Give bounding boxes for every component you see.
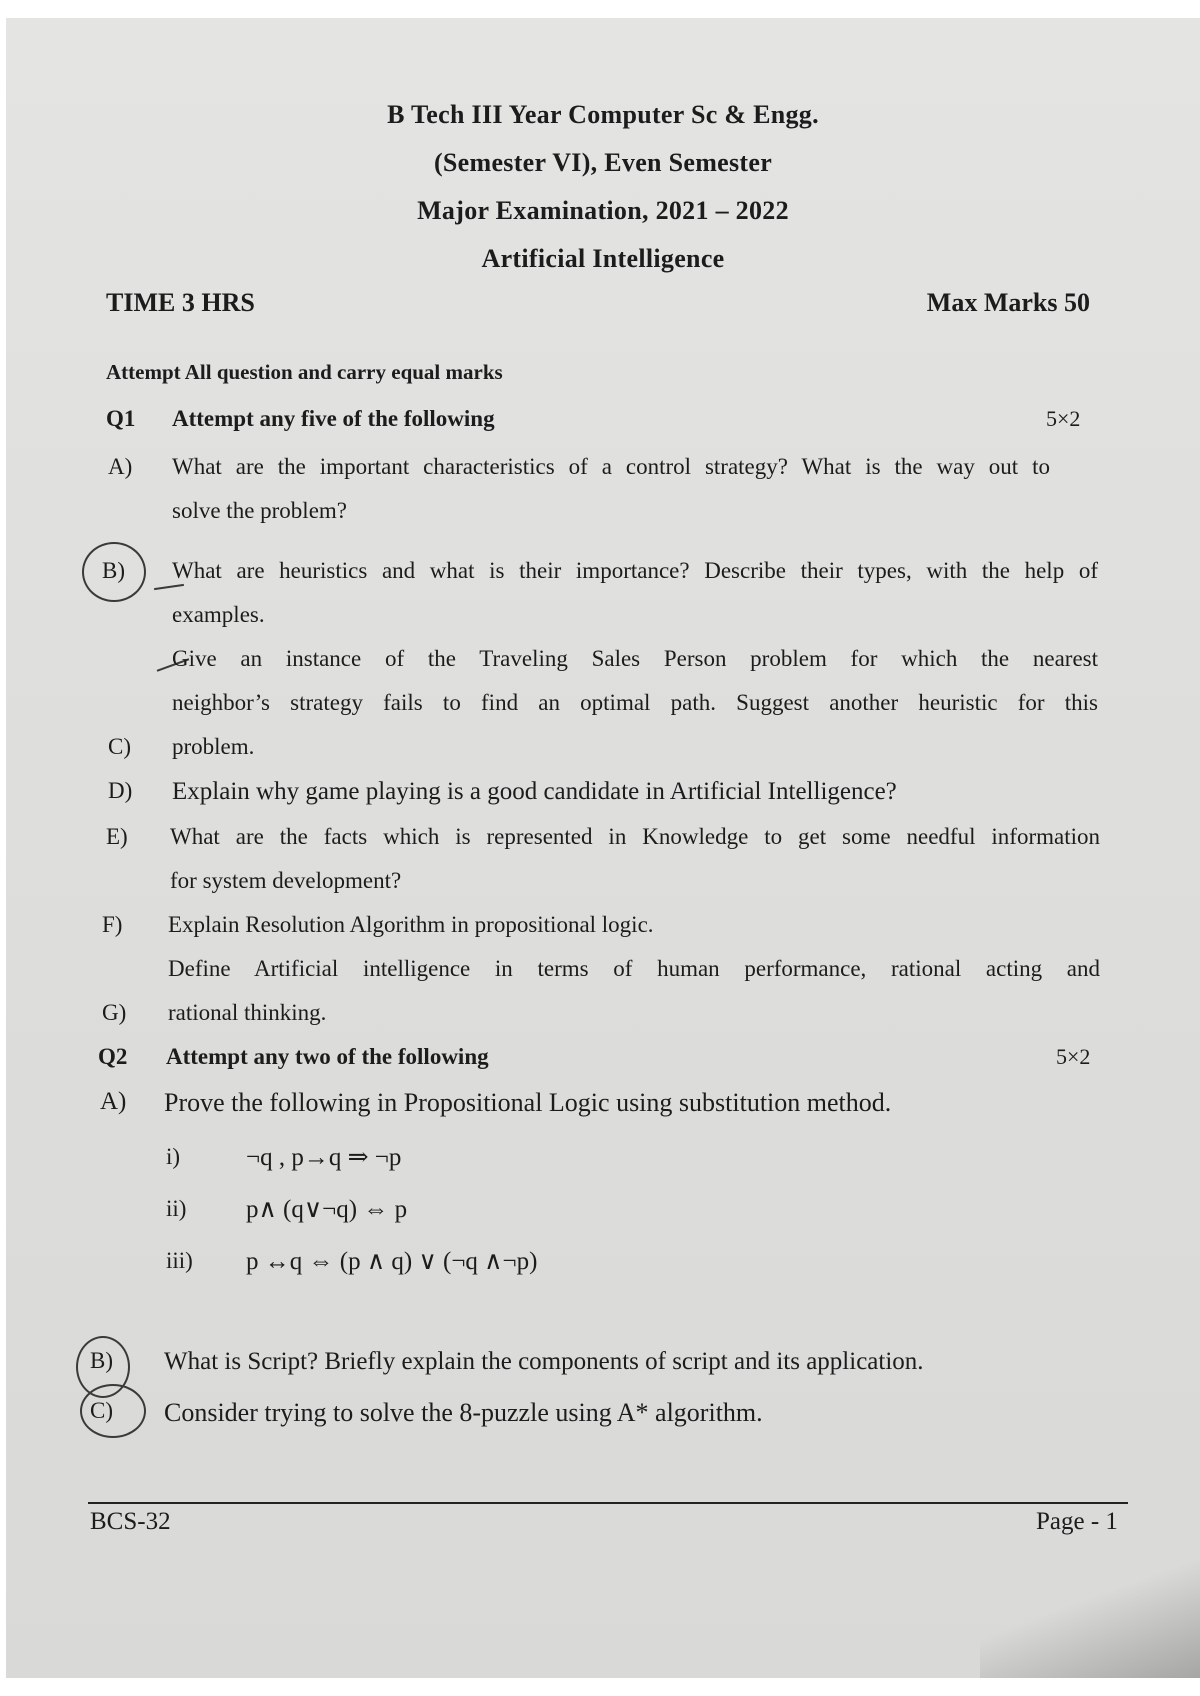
course-title: B Tech III Year Computer Sc & Engg. — [387, 100, 819, 129]
q2-a-iii-label: iii) — [166, 1248, 193, 1273]
q2-a-iii-expr: p ↔q ⇔ (p ∧ q) ∨ (¬q ∧¬p) — [246, 1248, 538, 1275]
course-code: BCS-32 — [90, 1508, 171, 1535]
q1-b-label: B) — [102, 558, 125, 583]
q1-a-line-2: solve the problem? — [172, 498, 348, 523]
q1-f-label: F) — [102, 912, 123, 937]
q1-a-line-1: What are the important characteristics of a control strategy? What is the way out to — [172, 454, 1050, 479]
q1-d-line-1: Explain why game playing is a good candidate in Artificial Intelligence? — [172, 778, 897, 805]
q2-a-ii-expr: p∧ (q∨¬q) ⇔ p — [246, 1196, 408, 1223]
q2-b-label: B) — [90, 1348, 113, 1373]
q1-c-line-3: problem. — [172, 734, 255, 759]
max-marks-label: Max Marks 50 — [926, 288, 1090, 317]
q2-title: Attempt any two of the following — [166, 1044, 489, 1069]
semester-title: (Semester VI), Even Semester — [433, 148, 773, 177]
page-shadow — [980, 1558, 1200, 1678]
exam-title: Major Examination, 2021 – 2022 — [417, 196, 789, 225]
q2-a-i-label: i) — [166, 1144, 181, 1169]
q2-c-label: C) — [90, 1398, 113, 1423]
subject-title: Artificial Intelligence — [481, 244, 725, 273]
q1-b-line-2: examples. — [172, 602, 265, 627]
q1-e-line-1: What are the facts which is represented in Knowledge to get some needful information — [170, 824, 1100, 849]
q1-marks: 5×2 — [1046, 406, 1081, 431]
q1-g-line-2: rational thinking. — [168, 1000, 327, 1025]
q1-c-label: C) — [108, 734, 131, 759]
q1-e-line-2: for system development? — [170, 868, 402, 893]
q2-a-ii-label: ii) — [166, 1196, 187, 1221]
q2-c-text: Consider trying to solve the 8-puzzle using A* algorithm. — [164, 1398, 763, 1427]
exam-sheet — [6, 18, 1200, 1678]
q1-f-line-1: Explain Resolution Algorithm in propositional logic. — [168, 912, 654, 937]
pen-tick-mark — [154, 584, 184, 590]
q1-g-line-1: Define Artificial intelligence in terms of human performance, rational acting and — [168, 956, 1100, 981]
q1-e-label: E) — [106, 824, 128, 849]
instruction: Attempt All question and carry equal marks — [106, 360, 503, 384]
q1-number: Q1 — [106, 406, 136, 431]
time-label: TIME 3 HRS — [106, 288, 255, 317]
q1-a-label: A) — [108, 454, 133, 479]
q2-marks: 5×2 — [1056, 1044, 1091, 1069]
q2-a-label: A) — [100, 1088, 127, 1115]
q2-number: Q2 — [98, 1044, 128, 1069]
q1-c-line-2: neighbor’s strategy fails to find an optimal path. Suggest another heuristic for this — [172, 690, 1098, 715]
q1-title: Attempt any five of the following — [172, 406, 495, 431]
q2-a-text: Prove the following in Propositional Logic using substitution method. — [164, 1088, 892, 1117]
q1-b-line-1: What are heuristics and what is their importance? Describe their types, with the help of — [172, 558, 1098, 583]
page-number: Page - 1 — [1036, 1508, 1118, 1535]
q2-b-text: What is Script? Briefly explain the components of script and its application. — [164, 1348, 924, 1375]
q2-a-i-expr: ¬q , p→q ⇒ ¬p — [246, 1144, 402, 1171]
q1-c-line-1: Give an instance of the Traveling Sales Person problem for which the nearest — [172, 646, 1098, 671]
q1-g-label: G) — [102, 1000, 127, 1025]
footer-rule — [88, 1502, 1128, 1504]
q1-d-label: D) — [108, 778, 133, 803]
